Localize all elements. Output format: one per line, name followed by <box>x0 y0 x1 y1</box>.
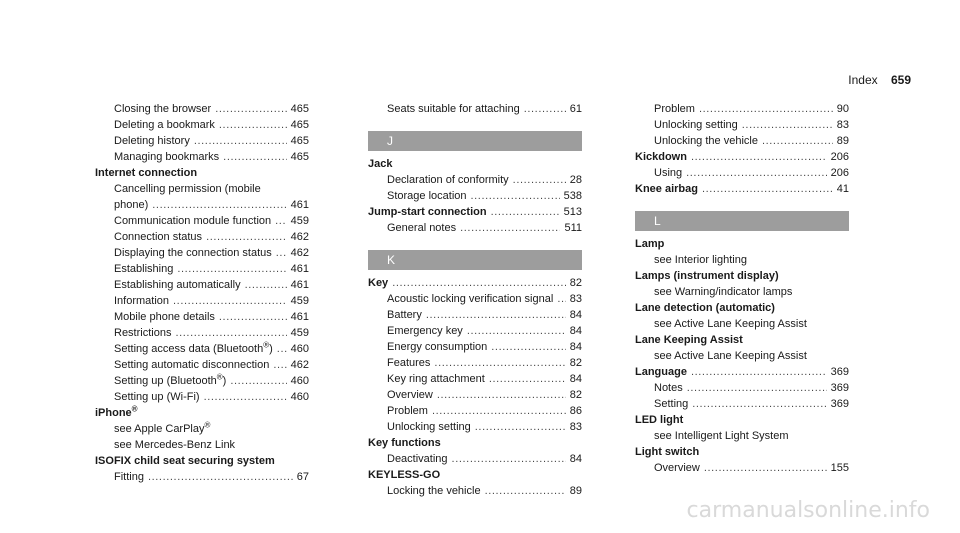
leader-dots <box>762 133 833 149</box>
entry-page-number: 83 <box>836 119 849 131</box>
index-sub-entry <box>95 389 309 405</box>
entry-term: Overview <box>654 462 700 474</box>
entry-term: Kickdown <box>635 151 687 163</box>
index-main-entry <box>368 275 582 291</box>
index-sub-entry <box>95 469 309 485</box>
entry-page-number: 465 <box>290 135 309 147</box>
entry-term: Setting automatic disconnection <box>114 359 270 371</box>
index-column-1 <box>95 101 309 485</box>
entry-term: see Warning/indicator lamps <box>654 286 793 298</box>
entry-term: Unlocking setting <box>654 119 738 131</box>
entry-term: Storage location <box>387 190 467 202</box>
index-sub-entry <box>368 101 582 117</box>
entry-term: Language <box>635 366 687 378</box>
index-sub-entry <box>635 380 849 396</box>
entry-term: Features <box>387 357 431 369</box>
index-main-entry <box>95 453 309 469</box>
entry-term: see Apple CarPlay® <box>114 420 211 435</box>
index-sub-entry <box>635 316 849 332</box>
entry-term: LED light <box>635 414 684 426</box>
entry-term: Setting up (Bluetooth®) <box>114 372 227 387</box>
index-sub-entry <box>368 451 582 467</box>
entry-term: Restrictions <box>114 327 172 339</box>
index-main-entry <box>635 332 849 348</box>
entry-term: Key ring attachment <box>387 373 485 385</box>
index-sub-entry <box>635 101 849 117</box>
entry-term: Connection status <box>114 231 203 243</box>
entry-page-number: 460 <box>290 343 309 355</box>
leader-dots <box>437 387 566 403</box>
index-sub-entry <box>368 323 582 339</box>
leader-dots <box>686 165 827 181</box>
entry-page-number: 461 <box>290 311 309 323</box>
entry-term: Deactivating <box>387 453 448 465</box>
entry-term: Locking the vehicle <box>387 485 481 497</box>
entry-term: see Mercedes-Benz Link <box>114 439 236 451</box>
leader-dots <box>392 275 566 291</box>
entry-term: Seats suitable for attaching <box>387 103 520 115</box>
index-main-entry <box>635 364 849 380</box>
header-label: Index <box>848 73 878 87</box>
leader-dots <box>513 172 566 188</box>
index-main-entry <box>635 444 849 460</box>
entry-term: Unlocking setting <box>387 421 471 433</box>
index-sub-entry <box>368 172 582 188</box>
entry-page-number: 461 <box>290 199 309 211</box>
leader-dots <box>460 220 560 236</box>
entry-page-number: 41 <box>836 183 849 195</box>
entry-term: Jump-start connection <box>368 206 487 218</box>
watermark: carmanualsonline.info <box>686 498 930 523</box>
entry-term: Emergency key <box>387 325 463 337</box>
entry-term: Establishing <box>114 263 174 275</box>
entry-page-number: 460 <box>290 375 309 387</box>
index-sub-entry <box>368 371 582 387</box>
entry-page-number: 206 <box>830 167 849 179</box>
letter-heading: J <box>368 131 582 151</box>
index-sub-entry <box>95 309 309 325</box>
index-main-entry <box>635 268 849 284</box>
entry-term: Acoustic locking verification signal <box>387 293 554 305</box>
index-sub-entry <box>95 213 309 229</box>
entry-term: Deleting a bookmark <box>114 119 215 131</box>
entry-term: Key functions <box>368 437 441 449</box>
leader-dots <box>467 323 566 339</box>
entry-term: Cancelling permission (mobile <box>114 183 261 195</box>
index-sub-entry <box>95 373 309 389</box>
entry-page-number: 369 <box>830 366 849 378</box>
index-sub-entry <box>95 437 309 453</box>
entry-page-number: 89 <box>569 485 582 497</box>
entry-page-number: 83 <box>569 421 582 433</box>
entry-term: Problem <box>387 405 428 417</box>
leader-dots <box>273 357 286 373</box>
entry-term: Mobile phone details <box>114 311 215 323</box>
entry-term: General notes <box>387 222 457 234</box>
entry-term: Fitting <box>114 471 144 483</box>
index-sub-entry <box>95 357 309 373</box>
leader-dots <box>557 291 565 307</box>
index-main-entry <box>95 405 309 421</box>
entry-page-number: 83 <box>569 293 582 305</box>
index-sub-entry <box>95 325 309 341</box>
entry-page-number: 89 <box>836 135 849 147</box>
leader-dots <box>215 101 286 117</box>
entry-page-number: 61 <box>569 103 582 115</box>
entry-term: Lamp <box>635 238 665 250</box>
index-column-3 <box>635 101 849 476</box>
index-sub-entry <box>635 396 849 412</box>
index-sub-entry <box>368 387 582 403</box>
entry-term: see Active Lane Keeping Assist <box>654 318 807 330</box>
index-sub-entry <box>95 277 309 293</box>
leader-dots <box>691 149 827 165</box>
index-sub-entry <box>635 133 849 149</box>
entry-page-number: 82 <box>569 357 582 369</box>
index-sub-entry <box>368 419 582 435</box>
index-sub-entry <box>368 220 582 236</box>
leader-dots <box>687 380 827 396</box>
leader-dots <box>277 341 287 357</box>
index-sub-entry <box>368 188 582 204</box>
leader-dots <box>276 245 287 261</box>
entry-page-number: 465 <box>290 151 309 163</box>
entry-term: Closing the browser <box>114 103 212 115</box>
entry-page-number: 84 <box>569 453 582 465</box>
entry-page-number: 369 <box>830 382 849 394</box>
entry-page-number: 369 <box>830 398 849 410</box>
entry-term: ISOFIX child seat securing system <box>95 455 275 467</box>
leader-dots <box>426 307 566 323</box>
leader-dots <box>485 483 566 499</box>
leader-dots <box>692 396 826 412</box>
index-sub-entry <box>95 293 309 309</box>
index-main-entry <box>635 412 849 428</box>
index-sub-entry <box>635 165 849 181</box>
index-sub-entry <box>368 355 582 371</box>
entry-page-number: 84 <box>569 373 582 385</box>
entry-term: Setting access data (Bluetooth®) <box>114 340 273 355</box>
leader-dots <box>219 309 287 325</box>
leader-dots <box>275 213 287 229</box>
entry-page-number: 459 <box>290 327 309 339</box>
entry-term: Establishing automatically <box>114 279 241 291</box>
index-sub-entry <box>635 284 849 300</box>
entry-page-number: 84 <box>569 309 582 321</box>
entry-page-number: 459 <box>290 215 309 227</box>
leader-dots <box>491 339 565 355</box>
entry-term: Light switch <box>635 446 700 458</box>
entry-term: phone) <box>114 199 149 211</box>
index-sub-entry <box>635 348 849 364</box>
leader-dots <box>152 197 286 213</box>
leader-dots <box>206 229 287 245</box>
entry-term: Communication module function <box>114 215 272 227</box>
leader-dots <box>691 364 827 380</box>
leader-dots <box>452 451 566 467</box>
entry-page-number: 206 <box>830 151 849 163</box>
entry-page-number: 82 <box>569 389 582 401</box>
leader-dots <box>489 371 566 387</box>
index-sub-entry <box>368 307 582 323</box>
index-sub-entry <box>95 197 309 213</box>
entry-term: Overview <box>387 389 433 401</box>
index-sub-entry <box>95 341 309 357</box>
entry-page-number: 462 <box>290 231 309 243</box>
entry-page-number: 67 <box>296 471 309 483</box>
entry-term: Setting <box>654 398 689 410</box>
entry-term: Battery <box>387 309 422 321</box>
entry-term: see Active Lane Keeping Assist <box>654 350 807 362</box>
entry-term: Key <box>368 277 389 289</box>
index-sub-entry <box>368 339 582 355</box>
entry-page-number: 513 <box>563 206 582 218</box>
index-sub-entry <box>95 133 309 149</box>
entry-page-number: 465 <box>290 119 309 131</box>
leader-dots <box>230 373 286 389</box>
leader-dots <box>471 188 560 204</box>
entry-term: Knee airbag <box>635 183 698 195</box>
entry-page-number: 462 <box>290 247 309 259</box>
entry-page-number: 465 <box>290 103 309 115</box>
index-main-entry <box>368 204 582 220</box>
index-sub-entry <box>368 483 582 499</box>
entry-term: see Interior lighting <box>654 254 747 266</box>
index-main-entry <box>95 165 309 181</box>
index-main-entry <box>368 467 582 483</box>
page-header <box>848 73 911 87</box>
entry-term: iPhone® <box>95 404 138 419</box>
index-sub-entry <box>635 428 849 444</box>
entry-term: Using <box>654 167 683 179</box>
entry-term: Energy consumption <box>387 341 488 353</box>
leader-dots <box>245 277 287 293</box>
entry-term: Managing bookmarks <box>114 151 220 163</box>
index-sub-entry <box>95 261 309 277</box>
index-sub-entry <box>635 252 849 268</box>
index-main-entry <box>635 149 849 165</box>
entry-page-number: 28 <box>569 174 582 186</box>
leader-dots <box>742 117 833 133</box>
leader-dots <box>194 133 287 149</box>
index-main-entry <box>368 156 582 172</box>
entry-term: Information <box>114 295 170 307</box>
leader-dots <box>475 419 566 435</box>
entry-page-number: 459 <box>290 295 309 307</box>
index-sub-entry <box>95 181 309 197</box>
index-sub-entry <box>95 229 309 245</box>
index-sub-entry <box>635 117 849 133</box>
index-sub-entry <box>368 403 582 419</box>
letter-heading: K <box>368 250 582 270</box>
leader-dots <box>173 293 287 309</box>
entry-term: Internet connection <box>95 167 198 179</box>
entry-term: see Intelligent Light System <box>654 430 789 442</box>
index-sub-entry <box>95 149 309 165</box>
leader-dots <box>704 460 827 476</box>
entry-page-number: 538 <box>563 190 582 202</box>
entry-term: Deleting history <box>114 135 190 147</box>
leader-dots <box>175 325 286 341</box>
entry-page-number: 86 <box>569 405 582 417</box>
leader-dots <box>491 204 560 220</box>
leader-dots <box>699 101 833 117</box>
letter-heading: L <box>635 211 849 231</box>
leader-dots <box>524 101 566 117</box>
entry-term: Jack <box>368 158 393 170</box>
index-main-entry <box>635 300 849 316</box>
index-sub-entry <box>635 460 849 476</box>
index-sub-entry <box>95 245 309 261</box>
entry-page-number: 460 <box>290 391 309 403</box>
index-main-entry <box>635 236 849 252</box>
entry-page-number: 461 <box>290 279 309 291</box>
entry-term: Lane detection (automatic) <box>635 302 775 314</box>
index-sub-entry <box>95 117 309 133</box>
index-column-2 <box>368 101 582 499</box>
leader-dots <box>223 149 286 165</box>
leader-dots <box>148 469 293 485</box>
entry-page-number: 84 <box>569 325 582 337</box>
entry-page-number: 155 <box>830 462 849 474</box>
index-sub-entry <box>95 101 309 117</box>
entry-term: KEYLESS-GO <box>368 469 441 481</box>
page-number: 659 <box>890 73 911 87</box>
entry-term: Problem <box>654 103 695 115</box>
entry-page-number: 462 <box>290 359 309 371</box>
leader-dots <box>702 181 833 197</box>
leader-dots <box>432 403 566 419</box>
entry-page-number: 82 <box>569 277 582 289</box>
entry-term: Notes <box>654 382 683 394</box>
entry-page-number: 90 <box>836 103 849 115</box>
entry-term: Lamps (instrument display) <box>635 270 779 282</box>
entry-page-number: 461 <box>290 263 309 275</box>
entry-term: Declaration of conformity <box>387 174 509 186</box>
index-sub-entry <box>95 421 309 437</box>
entry-term: Unlocking the vehicle <box>654 135 758 147</box>
leader-dots <box>434 355 565 371</box>
leader-dots <box>204 389 287 405</box>
leader-dots <box>219 117 287 133</box>
entry-page-number: 511 <box>564 222 582 234</box>
entry-term: Lane Keeping Assist <box>635 334 743 346</box>
entry-page-number: 84 <box>569 341 582 353</box>
index-sub-entry <box>368 291 582 307</box>
leader-dots <box>177 261 286 277</box>
index-main-entry <box>368 435 582 451</box>
index-main-entry <box>635 181 849 197</box>
entry-term: Setting up (Wi-Fi) <box>114 391 200 403</box>
entry-term: Displaying the connection status <box>114 247 272 259</box>
